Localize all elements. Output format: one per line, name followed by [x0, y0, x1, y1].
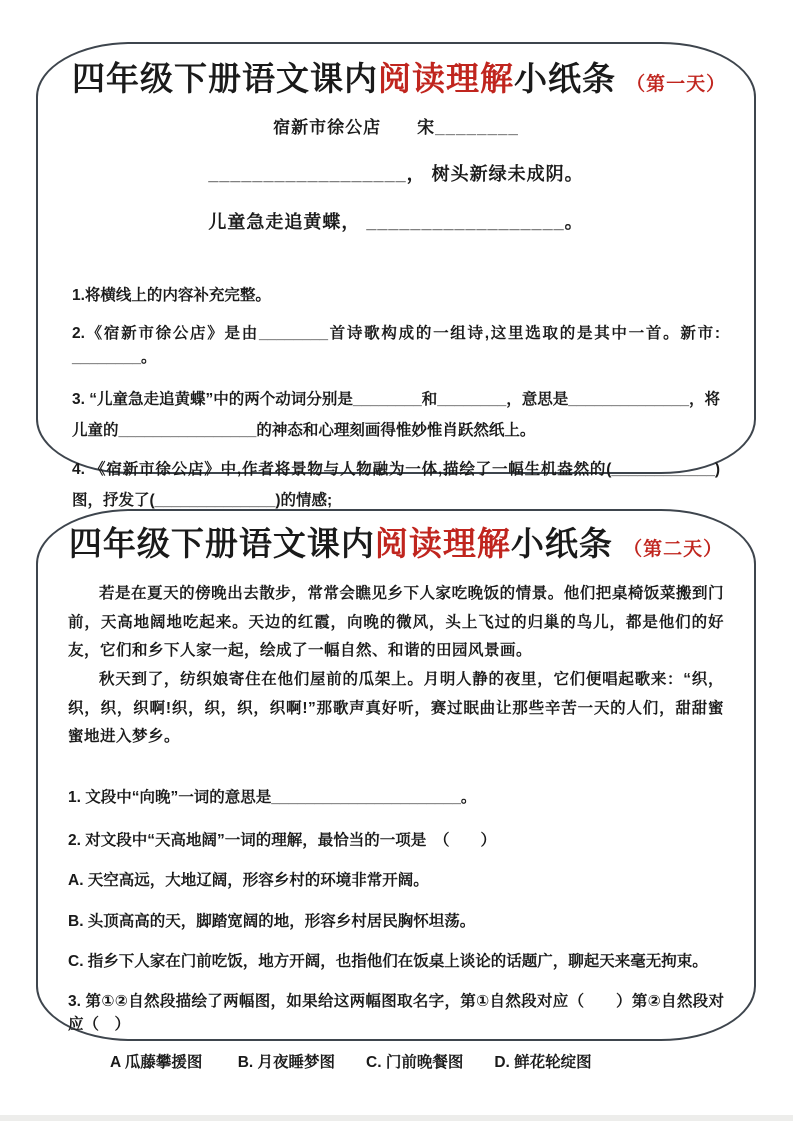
card1-title-part2: 小纸条: [514, 60, 616, 97]
card2-title-part1: 四年级下册语文课内: [68, 525, 375, 562]
card2-question-2: 2. 对文段中“天高地阔”一词的理解，最恰当的一项是 （ ）: [68, 832, 496, 850]
poem-line-2: 儿童急走追黄蝶， __________________。: [208, 211, 584, 232]
card1-question-4: 4. 《宿新市徐公店》中,作者将景物与人物融为一体,描绘了一幅生机盎然的(____________)图，抒发了(______________)的情感;: [72, 460, 720, 509]
worksheet-card-day1: [36, 42, 756, 509]
poem-title-line: 宿新市徐公店 宋________: [273, 117, 519, 137]
reading-passage: [68, 580, 724, 752]
passage-paragraph-2: 秋天到了，纺织娘寄住在他们屋前的瓜架上。月明人静的夜里，它们便唱起歌来：“织，织，织，织啊!织，织，织，织啊!”那歌声真好听，赛过眠曲让那些辛苦一天的人们，甜甜蜜蜜地进入梦乡。: [68, 670, 724, 746]
card1-question-1: 1.将横线上的内容补充完整。: [72, 286, 271, 304]
card1-question-2: 2.《宿新市徐公店》是由________首诗歌构成的一组诗,这里选取的是其中一首。新市: ________。: [72, 324, 720, 366]
card2-title-part2: 小纸条: [510, 525, 613, 562]
worksheet-card-day2: [36, 509, 756, 1071]
card1-title: [72, 58, 727, 101]
card1-day-tag: （第一天）: [626, 74, 727, 95]
card1-title-part1: 四年级下册语文课内: [72, 60, 378, 97]
card2-title: [68, 523, 724, 566]
card2-question-1: 1. 文段中“向晚”一词的意思是______________________。: [68, 788, 477, 806]
poem-line-1: __________________， 树头新绿未成阴。: [208, 163, 584, 184]
card2-day-tag: （第二天）: [623, 539, 724, 560]
card2-q3-options: A 瓜藤攀援图 B. 月夜睡梦图 C. 门前晚餐图 D. 鲜花轮绽图: [110, 1053, 592, 1071]
card1-title-highlight: 阅读理解: [378, 60, 514, 97]
card2-title-highlight: 阅读理解: [374, 525, 511, 562]
card2-q2-option-c: C. 指乡下人家在门前吃饭，地方开阔，也指他们在饭桌上谈论的话题广，聊起天来毫无拘束。: [68, 952, 708, 970]
page-bottom-edge: [0, 1115, 793, 1121]
card2-q2-option-a: A. 天空高远，大地辽阔，形容乡村的环境非常开阔。: [68, 872, 429, 890]
card2-question-3: 3. 第①②自然段描绘了两幅图，如果给这两幅图取名字，第①自然段对应（ ）第②自然段对应（ ）: [68, 993, 724, 1034]
card2-q2-option-b: B. 头顶高高的天，脚踏宽阔的地，形容乡村居民胸怀坦荡。: [68, 912, 476, 930]
passage-paragraph-1: 若是在夏天的傍晚出去散步，常常会瞧见乡下人家吃晚饭的情景。他们把桌椅饭菜搬到门前，天高地阔地吃起来。天边的红霞，向晚的微风，头上飞过的归巢的鸟儿，都是他们的好友，它们和乡下人家一起，绘成了一幅自然、和谐的田园风景画。: [68, 584, 724, 660]
card1-question-3: 3. “儿童急走追黄蝶”中的两个动词分别是________和________，意思是______________，将儿童的________________的神态和心理刻画得惟妙惟肖跃然纸上。: [72, 390, 720, 439]
